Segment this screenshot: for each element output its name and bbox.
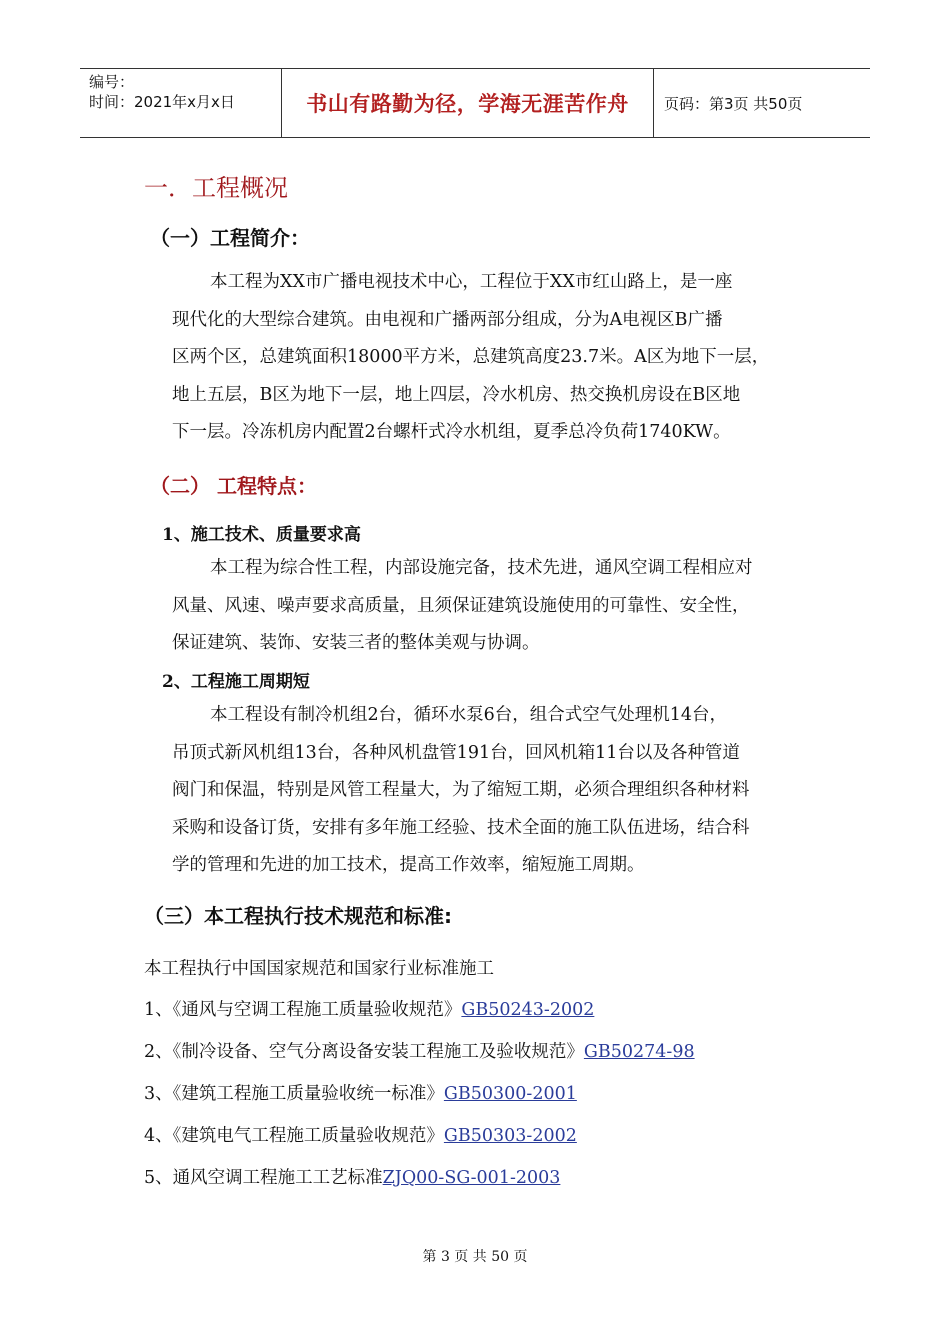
- standard-item: [144, 996, 594, 1021]
- standard-code-link[interactable]: GB50303-2002: [443, 1126, 577, 1146]
- section-title: 一．工程概况: [144, 174, 288, 202]
- feature2-paragraph: [172, 697, 822, 885]
- standard-item: [144, 1164, 560, 1189]
- feature2-line: 吊顶式新风机组13台，各种风机盘管191台，回风机箱11台以及各种管道: [172, 742, 740, 763]
- standard-code-link[interactable]: GB50274-98: [583, 1042, 695, 1062]
- feature2-line: 学的管理和先进的加工技术，提高工作效率，缩短施工周期。: [172, 855, 645, 875]
- page-footer: 第 3 页 共 50 页: [422, 1249, 528, 1265]
- feature1-line: 风量、风速、噪声要求高质量，且须保证建筑设施使用的可靠性、安全性，: [172, 595, 750, 616]
- standard-item: [144, 1038, 695, 1063]
- standard-code-link[interactable]: ZJQ00-SG-001-2003: [382, 1168, 561, 1188]
- intro-paragraph: [172, 264, 822, 452]
- feature1-paragraph: [172, 550, 822, 663]
- feature2-line: 采购和设备订货，安排有多年施工经验、技术全面的施工队伍进场，结合科: [172, 817, 750, 838]
- time-label: 时间：2021年x月x日: [89, 93, 235, 111]
- intro-line: 区两个区，总建筑面积18000平方米，总建筑高度23.7米。A区为地下一层，: [172, 347, 770, 367]
- feature2-line: 本工程设有制冷机组2台，循环水泵6台，组合式空气处理机14台，: [210, 705, 728, 725]
- header-page-label: 页码：第3页 共50页: [664, 94, 803, 113]
- feature2-line: 阀门和保温，特别是风管工程量大，为了缩短工期，必须合理组织各种材料: [172, 780, 750, 800]
- standard-text: 3、《建筑工程施工质量验收统一标准》: [144, 1084, 444, 1104]
- page-header: [80, 68, 870, 138]
- intro-line: 地上五层，B区为地下一层，地上四层，冷水机房、热交换机房设在B区地: [172, 384, 741, 405]
- standard-text: 2、《制冷设备、空气分离设备安装工程施工及验收规范》: [144, 1042, 584, 1062]
- intro-line: 下一层。冷冻机房内配置2台螺杆式冷水机组，夏季总冷负荷1740KW。: [172, 422, 731, 442]
- standards-intro: 本工程执行中国国家规范和国家行业标准施工: [144, 959, 494, 979]
- intro-title: （一）工程简介：: [150, 226, 310, 250]
- standard-code-link[interactable]: GB50243-2002: [461, 1000, 595, 1020]
- standard-code-link[interactable]: GB50300-2001: [443, 1084, 577, 1104]
- number-label: 编号：: [89, 73, 135, 91]
- header-motto: 书山有路勤为径，学海无涯苦作舟: [282, 69, 654, 137]
- feature1-line: 保证建筑、装饰、安装三者的整体美观与协调。: [172, 633, 540, 653]
- standard-text: 5、通风空调工程施工工艺标准: [144, 1168, 383, 1188]
- intro-line: 现代化的大型综合建筑。由电视和广播两部分组成，分为A电视区B广播: [172, 309, 723, 330]
- standard-item: [144, 1080, 577, 1105]
- header-meta: [80, 69, 282, 137]
- standard-text: 4、《建筑电气工程施工质量验收规范》: [144, 1126, 444, 1146]
- standards-title: （三）本工程执行技术规范和标准:: [144, 904, 452, 928]
- standard-text: 1、《通风与空调工程施工质量验收规范》: [144, 1000, 462, 1020]
- intro-line: 本工程为XX市广播电视技术中心，工程位于XX市红山路上，是一座: [210, 272, 733, 292]
- feature1-heading: 1、施工技术、质量要求高: [162, 525, 361, 545]
- feature2-heading: 2、工程施工周期短: [162, 672, 310, 692]
- features-title: （二） 工程特点：: [150, 474, 317, 498]
- standard-item: [144, 1122, 577, 1147]
- feature1-line: 本工程为综合性工程，内部设施完备，技术先进，通风空调工程相应对: [210, 558, 753, 578]
